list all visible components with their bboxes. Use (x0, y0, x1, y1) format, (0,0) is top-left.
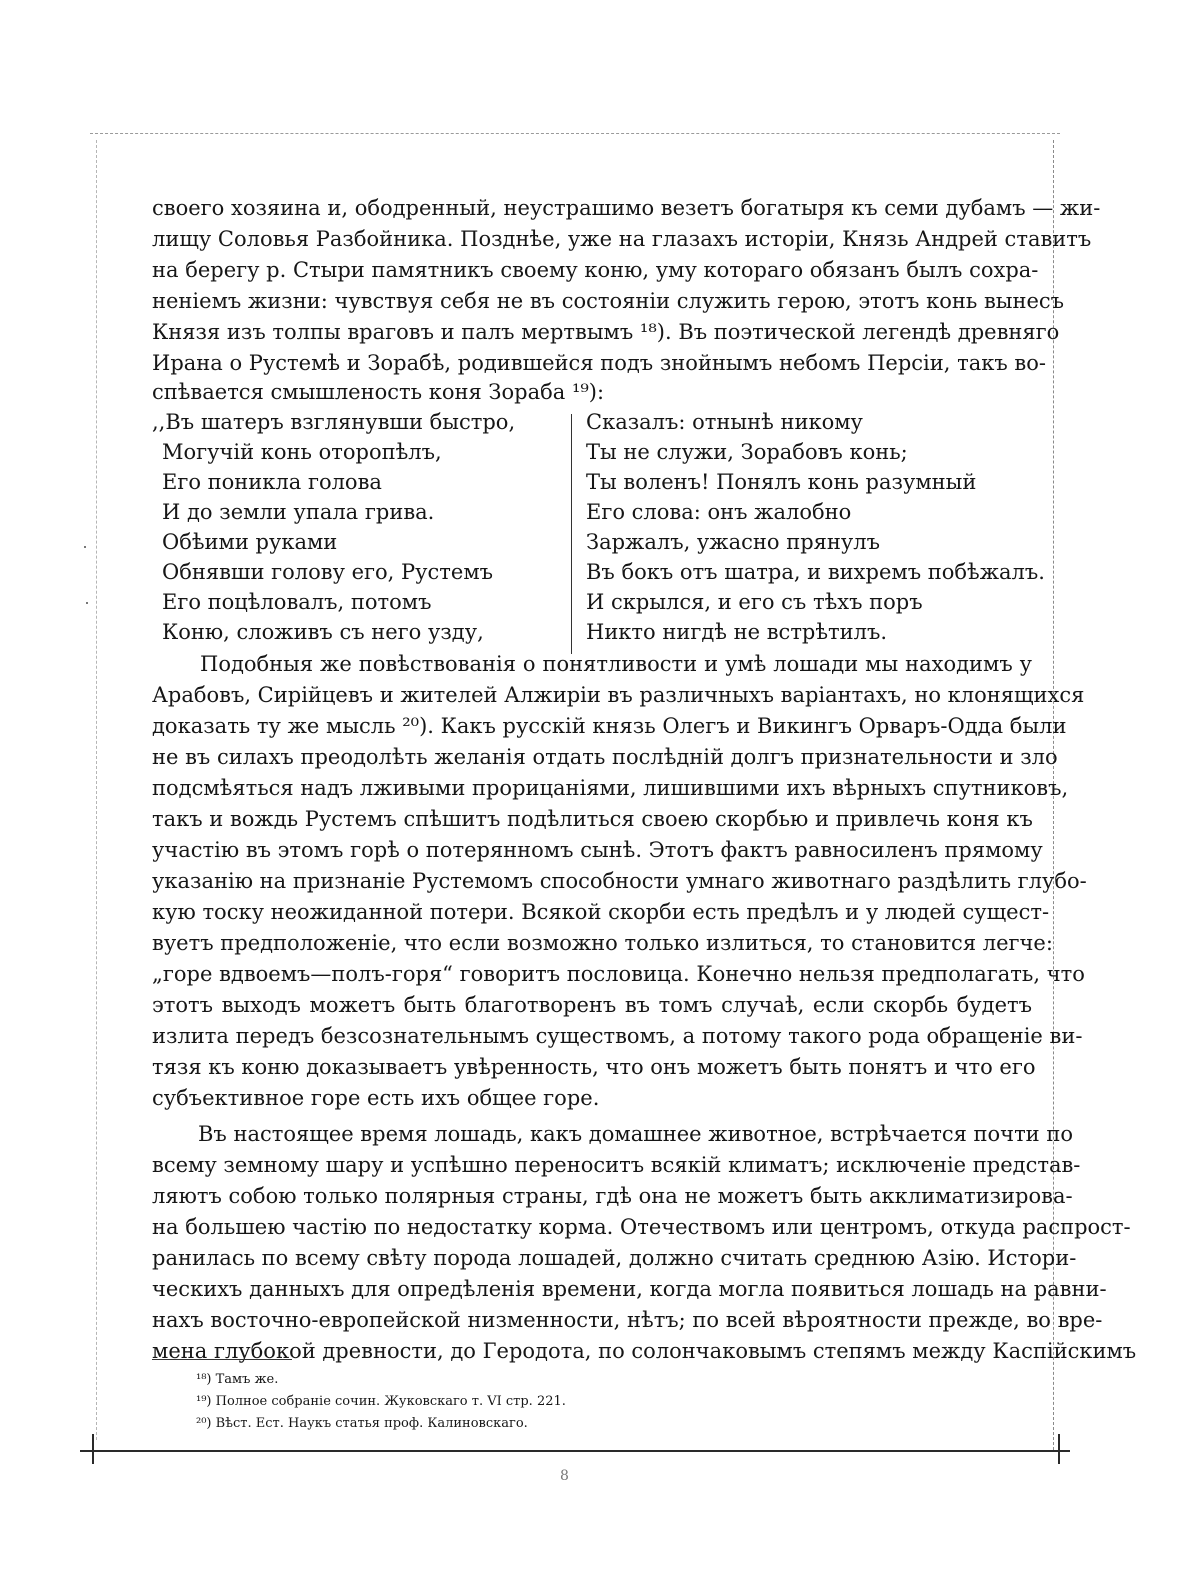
poem-left-line: Могучій конь оторопѣлъ, (162, 440, 442, 464)
footnote: ¹⁸) Тамъ же. (196, 1372, 279, 1387)
poem-right-line: И скрылся, и его съ тѣхъ поръ (586, 590, 923, 614)
poem-left-line: Его поцѣловалъ, потомъ (162, 590, 432, 614)
paragraph-line: своего хозяина и, ободренный, неустрашимо везетъ богатыря къ семи дубамъ — жи- (152, 196, 1101, 220)
paragraph-line: спѣвается смышленость коня Зораба ¹⁹): (152, 380, 605, 404)
paragraph-line: Арабовъ, Сирійцевъ и жителей Алжиріи въ различныхъ варіантахъ, но клонящихся (152, 683, 1085, 707)
poem-right-line: Ты воленъ! Понялъ конь разумный (586, 470, 977, 494)
paragraph-line: субъективное горе есть ихъ общее горе. (152, 1086, 600, 1110)
paragraph-line: кую тоску неожиданной потери. Всякой скорби есть предѣлъ и у людей сущест- (152, 900, 1050, 924)
paragraph-line: излита передъ безсознательнымъ существомъ, а потому такого рода обращеніе ви- (152, 1024, 1083, 1048)
footnote: ¹⁹) Полное собраніе сочин. Жуковскаго т. VI стр. 221. (196, 1394, 566, 1409)
poem-right-line: Его слова: онъ жалобно (586, 500, 852, 524)
page-number: 8 (560, 1468, 569, 1484)
paragraph-line: мена глубокой древности, до Геродота, по солончаковымъ степямъ между Каспійскимъ (152, 1339, 1137, 1363)
paragraph-line: ляютъ собою только полярныя страны, гдѣ она не можетъ быть акклиматизирова- (152, 1184, 1073, 1208)
paragraph-line: ческихъ данныхъ для опредѣленія времени, когда могла появиться лошадь на равни- (152, 1277, 1107, 1301)
poem-left-line: Обнявши голову его, Рустемъ (162, 560, 494, 584)
paragraph-line: указанію на признаніе Рустемомъ способности умнаго животнаго раздѣлить глубо- (152, 869, 1087, 893)
paragraph-line: ранилась по всему свѣту порода лошадей, должно считать среднюю Азію. Истори- (152, 1246, 1077, 1270)
paragraph-line: Подобныя же повѣствованія о понятливости и умѣ лошади мы находимъ у (200, 652, 1032, 676)
poem-left-line: Обѣими руками (162, 530, 338, 554)
paragraph-line: „горе вдвоемъ—полъ-горя“ говоритъ пословица. Конечно нельзя предполагать, что (152, 962, 1085, 986)
paragraph-line: не въ силахъ преодолѣть желанія отдать послѣдній долгъ признательности и зло (152, 745, 1058, 769)
paragraph-line: на большею частію по недостатку корма. Отечествомъ или центромъ, откуда распрост- (152, 1215, 1131, 1239)
paragraph-line: неніемъ жизни: чувствуя себя не въ состояніи служить герою, этотъ конь вынесъ (152, 289, 1065, 313)
poem-right-line: Сказалъ: отнынѣ никому (586, 410, 863, 434)
poem-right-line: Никто нигдѣ не встрѣтилъ. (586, 620, 888, 644)
paragraph-line: доказать ту же мысль ²⁰). Какъ русскій князь Олегъ и Викингъ Орваръ-Одда были (152, 714, 1067, 738)
paragraph-line: такъ и вождь Рустемъ спѣшитъ подѣлиться своею скорбью и привлечь коня къ (152, 807, 1033, 831)
paragraph-line: этотъ выходъ можетъ быть благотворенъ въ томъ случаѣ, если скорбь будетъ (152, 993, 1032, 1017)
paragraph-line: участію въ этомъ горѣ о потерянномъ сынѣ. Этотъ фактъ равносиленъ прямому (152, 838, 1043, 862)
paragraph-line: вуетъ предположеніе, что если возможно только излиться, то становится легче: (152, 931, 1053, 955)
footnote-separator (152, 1359, 292, 1360)
poem-left-line: И до земли упала грива. (162, 500, 435, 524)
paragraph-line: Въ настоящее время лошадь, какъ домашнее животное, встрѣчается почти по (198, 1122, 1073, 1146)
poem-left-line: ,,Въ шатеръ взглянувши быстро, (152, 410, 516, 434)
paragraph-line: тязя къ коню доказываетъ увѣренность, что онъ можетъ быть понятъ и что его (152, 1055, 1036, 1079)
poem-column-divider (571, 414, 572, 654)
poem-right-line: Въ бокъ отъ шатра, и вихремъ побѣжалъ. (586, 560, 1045, 584)
poem-right-line: Заржалъ, ужасно прянулъ (586, 530, 880, 554)
paragraph-line: всему земному шару и успѣшно переноситъ всякій климатъ; исключеніе представ- (152, 1153, 1081, 1177)
poem-left-line: Его поникла голова (162, 470, 382, 494)
paragraph-line: нахъ восточно-европейской низменности, нѣтъ; по всей вѣроятности прежде, во вре- (152, 1308, 1103, 1332)
paragraph-line: Ирана о Рустемѣ и Зорабѣ, родившейся подъ знойнымъ небомъ Персіи, такъ во- (152, 351, 1046, 375)
paragraph-line: подсмѣяться надъ лживыми прорицаніями, лишившими ихъ вѣрныхъ спутниковъ, (152, 776, 1069, 800)
footnote: ²⁰) Вѣст. Ест. Наукъ статья проф. Калиновскаго. (196, 1416, 528, 1431)
poem-left-line: Коню, сложивъ съ него узду, (162, 620, 484, 644)
paragraph-line: лищу Соловья Разбойника. Позднѣе, уже на глазахъ исторіи, Князь Андрей ставитъ (152, 227, 1092, 251)
paragraph-line: Князя изъ толпы враговъ и палъ мертвымъ ¹⁸). Въ поэтической легендѣ древняго (152, 320, 1060, 344)
poem-right-line: Ты не служи, Зорабовъ конь; (586, 440, 908, 464)
paragraph-line: на берегу р. Стыри памятникъ своему коню, уму котораго обязанъ былъ сохра- (152, 258, 1039, 282)
